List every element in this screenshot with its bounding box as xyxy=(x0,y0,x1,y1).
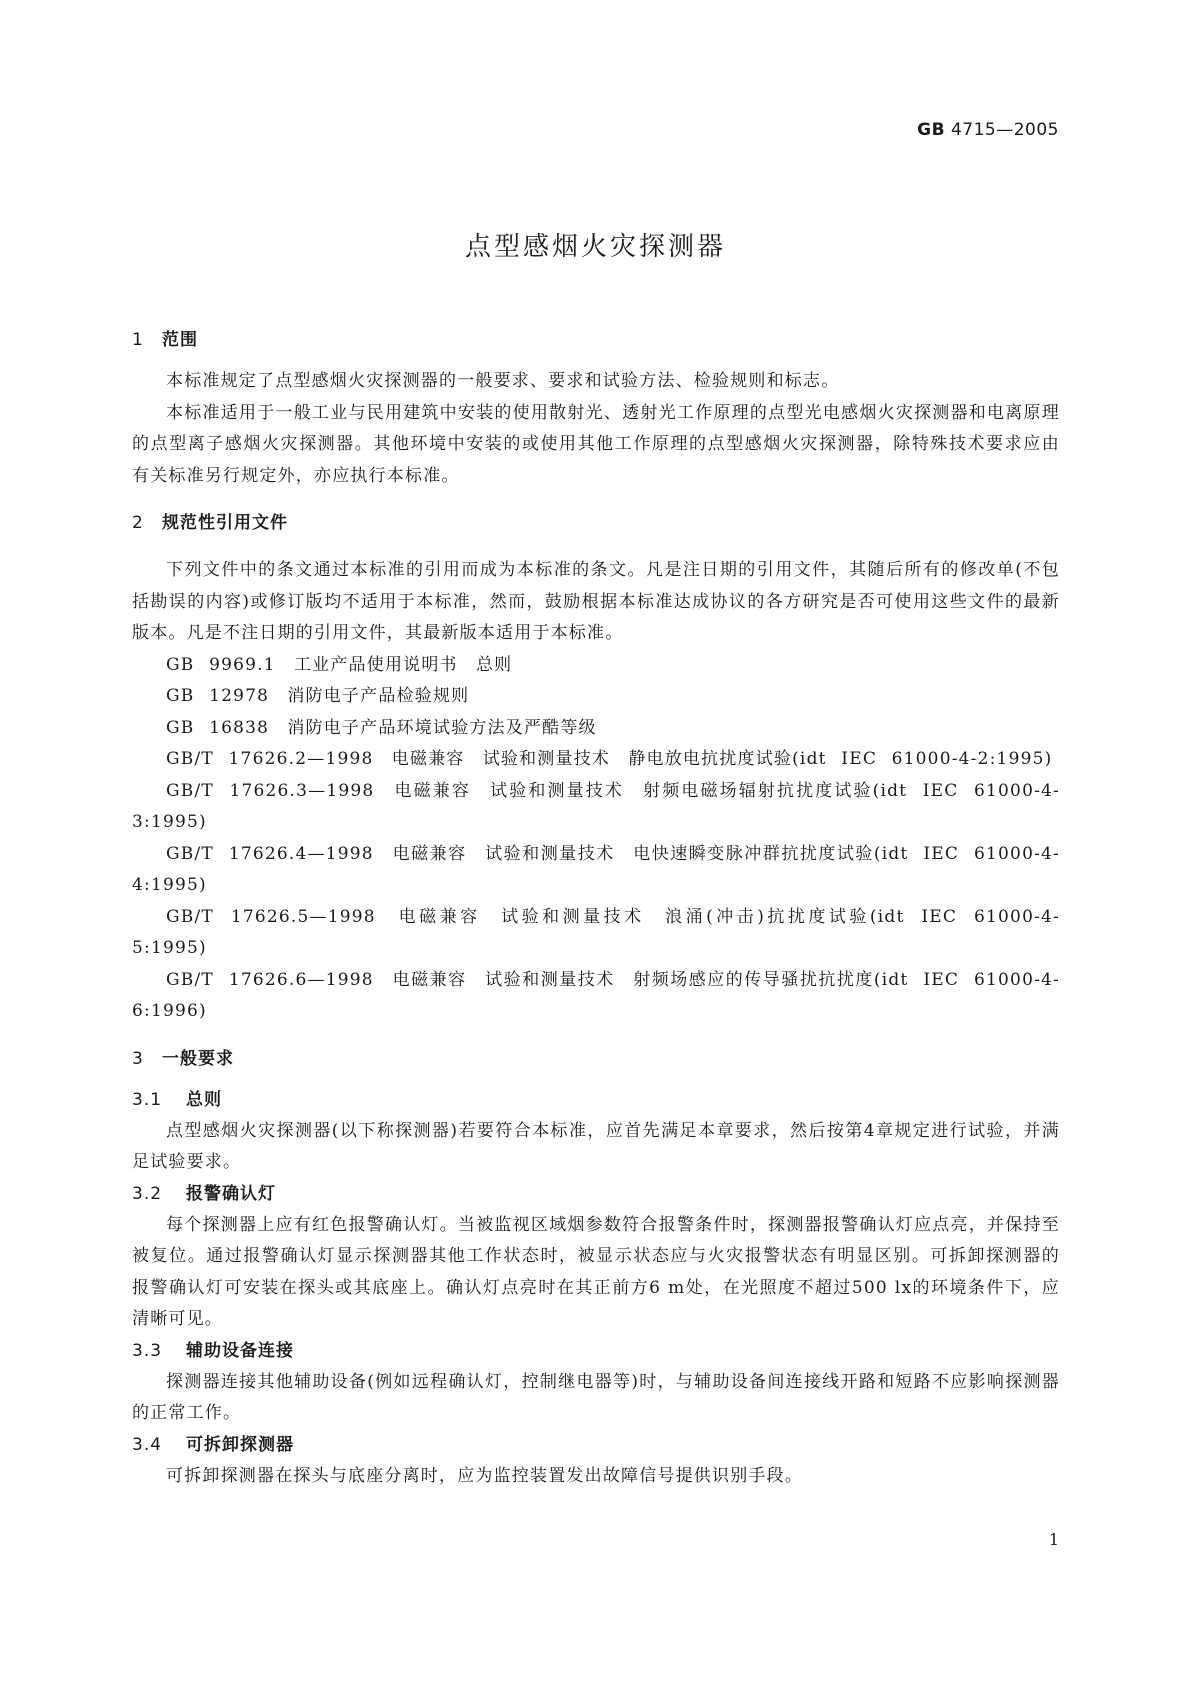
reference-item: GB/T 17626.6—1998 电磁兼容 试验和测量技术 射频场感应的传导骚扰抗扰度(idt IEC 61000-4-6:1996) xyxy=(132,969,1060,1021)
subsection-title: 总则 xyxy=(186,1089,222,1110)
section-2-heading xyxy=(132,508,1060,539)
section-3-heading xyxy=(132,1044,1060,1075)
subsection-title: 报警确认灯 xyxy=(186,1183,276,1204)
section-1-heading xyxy=(132,325,1060,356)
subsection-number: 3.4 xyxy=(132,1434,163,1455)
section-1-paragraph-2: 本标准适用于一般工业与民用建筑中安装的使用散射光、透射光工作原理的点型光电感烟火灾探测器和电离原理的点型离子感烟火灾探测器。其他环境中安装的或使用其他工作原理的点型感烟火灾探测器，除特殊技术要求应由有关标准另行规定外，亦应执行本标准。 xyxy=(132,402,1060,486)
reference-item: GB 12978 消防电子产品检验规则 xyxy=(166,686,470,706)
standard-code-prefix: GB xyxy=(917,120,946,140)
reference-item: GB/T 17626.4—1998 电磁兼容 试验和测量技术 电快速瞬变脉冲群抗扰度试验(idt IEC 61000-4-4:1995) xyxy=(132,843,1060,895)
subsection-3-2-paragraph: 每个探测器上应有红色报警确认灯。当被监视区域烟参数符合报警条件时，探测器报警确认灯应点亮，并保持至被复位。通过报警确认灯显示探测器其他工作状态时，被显示状态应与火灾报警状态有明显区别。可拆卸探测器的报警确认灯可安装在探头或其底座上。确认灯点亮时在其正前方6 m处，在光照度不超过500 lx的环境条件下，应清晰可见。 xyxy=(132,1214,1060,1329)
section-title: 范围 xyxy=(162,330,198,350)
subsection-3-3-heading xyxy=(132,1336,1060,1367)
reference-item: GB 9969.1 工业产品使用说明书 总则 xyxy=(166,654,513,675)
subsection-title: 可拆卸探测器 xyxy=(186,1434,294,1455)
subsection-title: 辅助设备连接 xyxy=(186,1340,294,1361)
document-body xyxy=(132,325,1060,1492)
reference-item: GB/T 17626.3—1998 电磁兼容 试验和测量技术 射频电磁场辐射抗扰度试验(idt IEC 61000-4-3:1995) xyxy=(132,780,1060,832)
subsection-3-4-paragraph: 可拆卸探测器在探头与底座分离时，应为监控装置发出故障信号提供识别手段。 xyxy=(166,1465,803,1486)
subsection-number: 3.1 xyxy=(132,1089,163,1110)
standard-code-number: 4715—2005 xyxy=(945,120,1059,140)
section-number: 1 xyxy=(132,330,144,350)
section-number: 2 xyxy=(132,513,144,533)
section-title: 规范性引用文件 xyxy=(162,513,288,533)
reference-item: GB/T 17626.2—1998 电磁兼容 试验和测量技术 静电放电抗扰度试验(idt IEC 61000-4-2:1995) xyxy=(166,749,1053,769)
subsection-number: 3.3 xyxy=(132,1340,163,1361)
document-title: 点型感烟火灾探测器 xyxy=(464,232,726,262)
subsection-3-3-paragraph: 探测器连接其他辅助设备(例如远程确认灯，控制继电器等)时，与辅助设备间连接线开路和短路不应影响探测器的正常工作。 xyxy=(132,1371,1060,1423)
section-number: 3 xyxy=(132,1048,144,1069)
subsection-number: 3.2 xyxy=(132,1183,163,1204)
subsection-3-1-heading xyxy=(132,1085,1060,1116)
subsection-3-1-paragraph: 点型感烟火灾探测器(以下称探测器)若要符合本标准，应首先满足本章要求，然后按第4章规定进行试验，并满足试验要求。 xyxy=(132,1120,1060,1172)
reference-item: GB 16838 消防电子产品环境试验方法及严酷等级 xyxy=(166,717,597,738)
page-number: 1 xyxy=(1048,1530,1059,1549)
subsection-3-4-heading xyxy=(132,1430,1060,1461)
subsection-3-2-heading xyxy=(132,1179,1060,1210)
reference-item: GB/T 17626.5—1998 电磁兼容 试验和测量技术 浪涌(冲击)抗扰度试验(idt IEC 61000-4-5:1995) xyxy=(132,906,1060,958)
section-2-paragraph-1: 下列文件中的条文通过本标准的引用而成为本标准的条文。凡是注日期的引用文件，其随后所有的修改单(不包括勘误的内容)或修订版均不适用于本标准，然而，鼓励根据本标准达成协议的各方研究是否可使用这些文件的最新版本。凡是不注日期的引用文件，其最新版本适用于本标准。 xyxy=(132,560,1060,643)
section-title: 一般要求 xyxy=(162,1048,234,1069)
section-1-paragraph-1: 本标准规定了点型感烟火灾探测器的一般要求、要求和试验方法、检验规则和标志。 xyxy=(166,371,840,391)
standard-code xyxy=(917,120,1059,140)
